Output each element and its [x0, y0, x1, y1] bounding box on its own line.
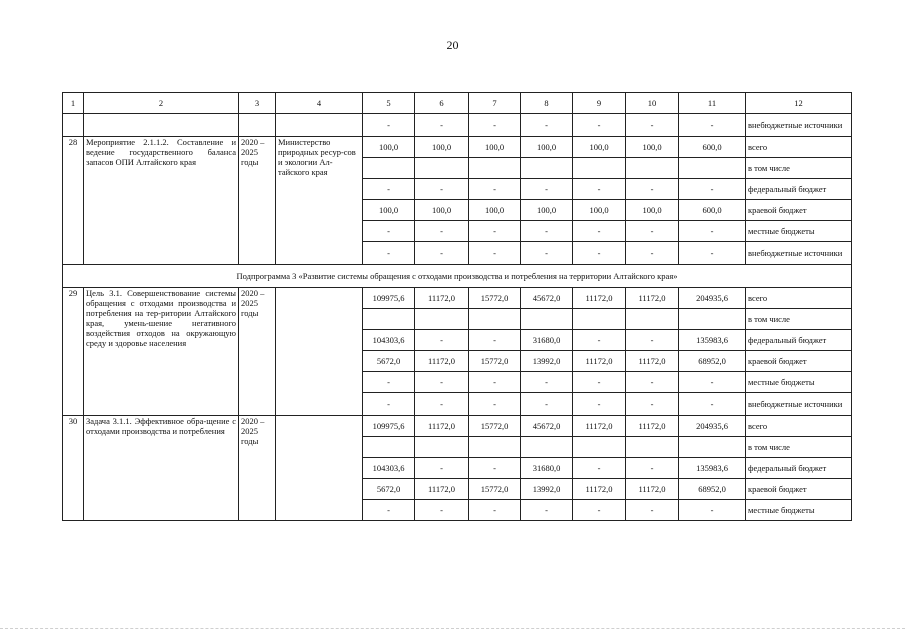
value-cell: -	[521, 221, 573, 242]
value-cell: 135983,6	[679, 330, 746, 351]
header-cell: 11	[679, 93, 746, 114]
value-cell: 31680,0	[521, 330, 573, 351]
funding-source-label: в том числе	[746, 158, 852, 179]
value-cell: -	[521, 393, 573, 416]
row-number: 28	[63, 137, 84, 265]
budget-table	[62, 92, 852, 521]
value-cell: -	[415, 500, 469, 521]
value-cell: -	[469, 393, 521, 416]
value-cell: -	[521, 114, 573, 137]
executor-cell: Министерство природных ресур-сов и экологии Ал-тайского края	[276, 137, 363, 265]
value-cell: -	[573, 458, 626, 479]
empty-cell	[573, 158, 626, 179]
value-cell: -	[363, 114, 415, 137]
value-cell: 11172,0	[415, 416, 469, 437]
header-cell: 4	[276, 93, 363, 114]
value-cell: -	[626, 179, 679, 200]
header-cell: 3	[239, 93, 276, 114]
funding-source-label: всего	[746, 416, 852, 437]
value-cell: -	[363, 372, 415, 393]
value-cell: -	[573, 179, 626, 200]
value-cell: -	[626, 393, 679, 416]
value-cell: -	[415, 330, 469, 351]
value-cell: 100,0	[573, 137, 626, 158]
value-cell: 100,0	[521, 137, 573, 158]
value-cell: 45672,0	[521, 288, 573, 309]
value-cell: 5672,0	[363, 351, 415, 372]
value-cell: -	[363, 242, 415, 265]
header-row	[63, 93, 852, 114]
value-cell: 204935,6	[679, 288, 746, 309]
value-cell: -	[521, 372, 573, 393]
value-cell: 600,0	[679, 137, 746, 158]
header-cell: 7	[469, 93, 521, 114]
value-cell: 11172,0	[415, 351, 469, 372]
value-cell: 135983,6	[679, 458, 746, 479]
value-cell: -	[415, 114, 469, 137]
value-cell: -	[469, 114, 521, 137]
value-cell: 11172,0	[415, 288, 469, 309]
empty-cell	[626, 437, 679, 458]
subprogram-title: Подпрограмма 3 «Развитие системы обращения с отходами производства и потребления на территории Алтайского края»	[63, 265, 852, 288]
value-cell: 100,0	[469, 200, 521, 221]
header-cell: 6	[415, 93, 469, 114]
value-cell: 100,0	[415, 137, 469, 158]
empty-cell	[521, 437, 573, 458]
empty-cell	[239, 114, 276, 137]
value-cell: 100,0	[469, 137, 521, 158]
subprogram-row	[63, 265, 852, 288]
value-cell: 109975,6	[363, 416, 415, 437]
value-cell: -	[679, 242, 746, 265]
table-row	[63, 416, 852, 437]
value-cell: 5672,0	[363, 479, 415, 500]
value-cell: -	[415, 393, 469, 416]
value-cell: -	[469, 179, 521, 200]
row-number: 29	[63, 288, 84, 416]
value-cell: -	[415, 179, 469, 200]
value-cell: -	[679, 372, 746, 393]
header-cell: 10	[626, 93, 679, 114]
value-cell: -	[573, 114, 626, 137]
empty-cell	[521, 158, 573, 179]
value-cell: -	[469, 242, 521, 265]
value-cell: -	[469, 500, 521, 521]
value-cell: 11172,0	[626, 288, 679, 309]
empty-cell	[363, 437, 415, 458]
value-cell: 100,0	[415, 200, 469, 221]
empty-cell	[415, 158, 469, 179]
value-cell: -	[679, 393, 746, 416]
table-row	[63, 114, 852, 137]
value-cell: -	[521, 242, 573, 265]
value-cell: 13992,0	[521, 351, 573, 372]
empty-cell	[469, 309, 521, 330]
empty-cell	[63, 114, 84, 137]
value-cell: 11172,0	[573, 288, 626, 309]
value-cell: 104303,6	[363, 458, 415, 479]
empty-cell	[415, 309, 469, 330]
value-cell: 109975,6	[363, 288, 415, 309]
value-cell: 11172,0	[626, 351, 679, 372]
value-cell: -	[573, 330, 626, 351]
value-cell: -	[415, 242, 469, 265]
value-cell: -	[626, 242, 679, 265]
value-cell: 31680,0	[521, 458, 573, 479]
funding-source-label: федеральный бюджет	[746, 330, 852, 351]
value-cell: -	[521, 179, 573, 200]
value-cell: -	[469, 372, 521, 393]
empty-cell	[363, 309, 415, 330]
value-cell: -	[626, 458, 679, 479]
empty-cell	[679, 437, 746, 458]
value-cell: -	[573, 221, 626, 242]
activity-name: Задача 3.1.1. Эффективное обра-щение с отходами производства и потребления	[84, 416, 239, 521]
value-cell: 600,0	[679, 200, 746, 221]
empty-cell	[521, 309, 573, 330]
value-cell: 11172,0	[626, 479, 679, 500]
empty-cell	[363, 158, 415, 179]
header-cell: 12	[746, 93, 852, 114]
value-cell: -	[363, 179, 415, 200]
value-cell: -	[573, 372, 626, 393]
value-cell: 100,0	[626, 200, 679, 221]
header-cell: 1	[63, 93, 84, 114]
empty-cell	[84, 114, 239, 137]
value-cell: -	[573, 393, 626, 416]
value-cell: -	[626, 114, 679, 137]
value-cell: -	[521, 500, 573, 521]
empty-cell	[469, 158, 521, 179]
value-cell: -	[626, 372, 679, 393]
value-cell: 100,0	[573, 200, 626, 221]
funding-source-label: местные бюджеты	[746, 500, 852, 521]
funding-source-label: федеральный бюджет	[746, 179, 852, 200]
value-cell: -	[573, 500, 626, 521]
value-cell: 100,0	[363, 200, 415, 221]
funding-source-label: внебюджетные источники	[746, 114, 852, 137]
funding-source-label: федеральный бюджет	[746, 458, 852, 479]
value-cell: -	[679, 221, 746, 242]
empty-cell	[573, 437, 626, 458]
empty-cell	[469, 437, 521, 458]
value-cell: 204935,6	[679, 416, 746, 437]
period-cell: 2020 – 2025 годы	[239, 137, 276, 265]
empty-cell	[626, 158, 679, 179]
table-row	[63, 288, 852, 309]
period-cell: 2020 – 2025 годы	[239, 416, 276, 521]
value-cell: -	[469, 221, 521, 242]
funding-source-label: краевой бюджет	[746, 479, 852, 500]
funding-source-label: в том числе	[746, 309, 852, 330]
value-cell: -	[626, 221, 679, 242]
activity-name: Цель 3.1. Совершенствование системы обращения с отходами производства и потребления на тер-ритории Алтайского края, умень-шение негативного воздействия отходов на окружающую среду и здоровье населения	[84, 288, 239, 416]
value-cell: -	[679, 500, 746, 521]
value-cell: 104303,6	[363, 330, 415, 351]
empty-cell	[573, 309, 626, 330]
value-cell: 45672,0	[521, 416, 573, 437]
value-cell: 15772,0	[469, 288, 521, 309]
table-row	[63, 137, 852, 158]
header-cell: 8	[521, 93, 573, 114]
value-cell: 100,0	[626, 137, 679, 158]
funding-source-label: местные бюджеты	[746, 372, 852, 393]
value-cell: -	[415, 221, 469, 242]
value-cell: 11172,0	[415, 479, 469, 500]
value-cell: 11172,0	[573, 351, 626, 372]
funding-source-label: внебюджетные источники	[746, 393, 852, 416]
value-cell: 15772,0	[469, 351, 521, 372]
value-cell: 100,0	[521, 200, 573, 221]
empty-cell	[679, 158, 746, 179]
header-cell: 2	[84, 93, 239, 114]
value-cell: -	[363, 221, 415, 242]
empty-cell	[626, 309, 679, 330]
value-cell: 15772,0	[469, 416, 521, 437]
executor-cell	[276, 288, 363, 416]
value-cell: 11172,0	[626, 416, 679, 437]
empty-cell	[679, 309, 746, 330]
value-cell: 13992,0	[521, 479, 573, 500]
value-cell: -	[679, 114, 746, 137]
row-number: 30	[63, 416, 84, 521]
value-cell: -	[626, 330, 679, 351]
value-cell: -	[626, 500, 679, 521]
funding-source-label: внебюджетные источники	[746, 242, 852, 265]
value-cell: 11172,0	[573, 416, 626, 437]
funding-source-label: в том числе	[746, 437, 852, 458]
value-cell: -	[573, 242, 626, 265]
header-cell: 5	[363, 93, 415, 114]
value-cell: 68952,0	[679, 479, 746, 500]
period-cell: 2020 – 2025 годы	[239, 288, 276, 416]
value-cell: -	[415, 458, 469, 479]
value-cell: -	[679, 179, 746, 200]
page-number: 20	[446, 38, 459, 52]
value-cell: 15772,0	[469, 479, 521, 500]
funding-source-label: краевой бюджет	[746, 200, 852, 221]
funding-source-label: всего	[746, 137, 852, 158]
funding-source-label: местные бюджеты	[746, 221, 852, 242]
value-cell: -	[363, 500, 415, 521]
value-cell: 11172,0	[573, 479, 626, 500]
activity-name: Мероприятие 2.1.1.2. Составление и ведение государственного баланса запасов ОПИ Алтайского края	[84, 137, 239, 265]
value-cell: -	[469, 330, 521, 351]
value-cell: -	[415, 372, 469, 393]
funding-source-label: краевой бюджет	[746, 351, 852, 372]
value-cell: 100,0	[363, 137, 415, 158]
funding-source-label: всего	[746, 288, 852, 309]
scan-edge-divider	[0, 628, 905, 629]
empty-cell	[415, 437, 469, 458]
value-cell: -	[469, 458, 521, 479]
executor-cell	[276, 416, 363, 521]
value-cell: -	[363, 393, 415, 416]
value-cell: 68952,0	[679, 351, 746, 372]
header-cell: 9	[573, 93, 626, 114]
empty-cell	[276, 114, 363, 137]
